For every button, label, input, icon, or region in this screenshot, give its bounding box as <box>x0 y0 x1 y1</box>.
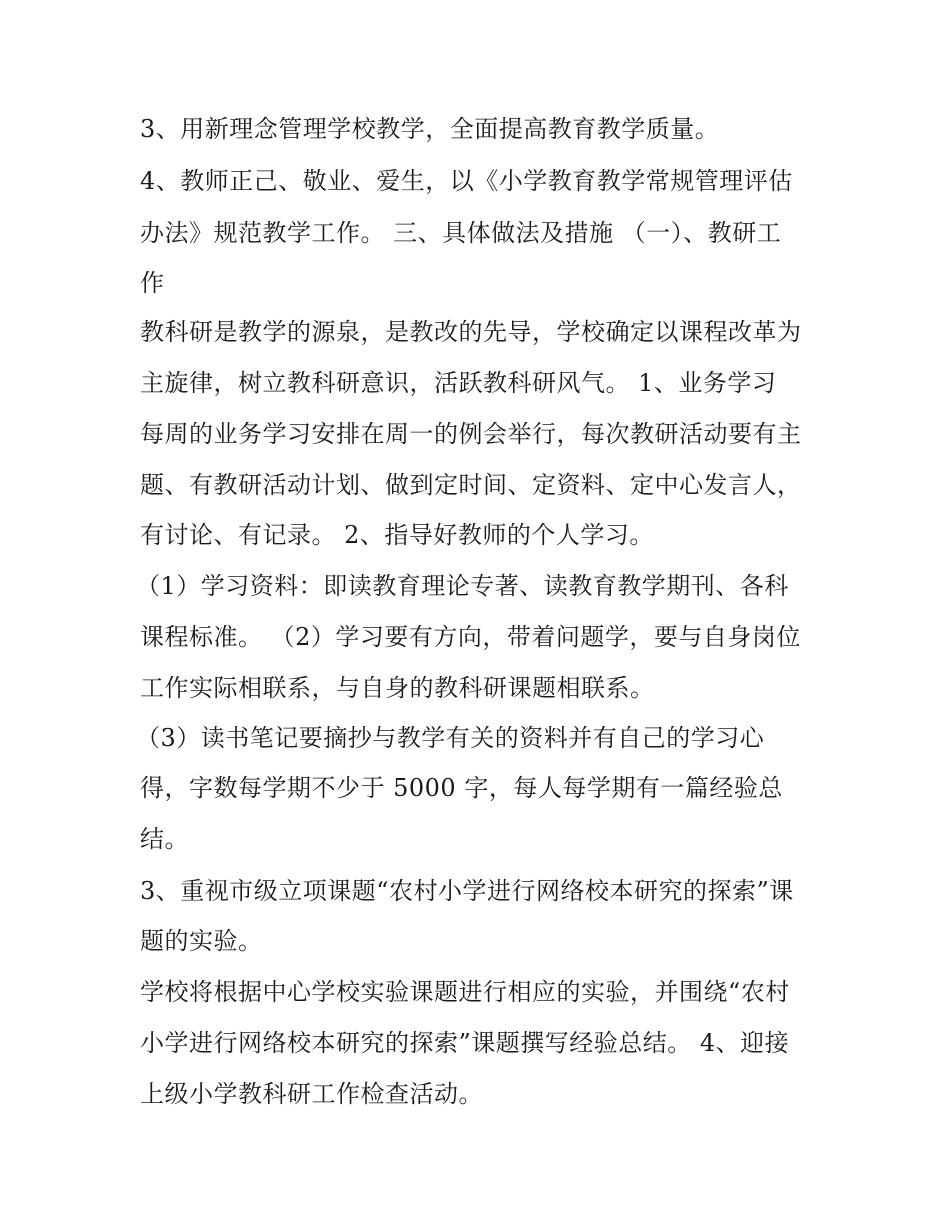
text-line: 办法》规范教学工作。 三、具体做法及措施 （一）、教研工 <box>140 219 782 247</box>
text-line: 工作实际相联系，与自身的教科研课题相联系。 <box>140 674 655 702</box>
text-line: 每周的业务学习安排在周一的例会举行，每次教研活动要有主 <box>140 420 802 448</box>
text-line: 课程标准。 （2）学习要有方向，带着问题学，要与自身岗位 <box>140 623 801 651</box>
text-line: 题、有教研活动计划、做到定时间、定资料、定中心发言人， <box>140 471 802 499</box>
text-line: 有讨论、有记录。 2、指导好教师的个人学习。 <box>140 521 654 549</box>
text-line: 3、用新理念管理学校教学，全面提高教育教学质量。 <box>140 115 720 143</box>
text-line: （1）学习资料：即读教育理论专著、读教育教学期刊、各科 <box>136 572 789 600</box>
text-line: （3）读书笔记要摘抄与教学有关的资料并有自己的学习心 <box>136 724 765 752</box>
text-line: 得，字数每学期不少于 5000 字，每人每学期有一篇经验总 <box>140 774 783 802</box>
text-line: 主旋律，树立教科研意识，活跃教科研风气。 1、业务学习 <box>140 369 777 397</box>
text-line: 学校将根据中心学校实验课题进行相应的实验，并围绕“农村 <box>140 978 790 1006</box>
text-line: 小学进行网络校本研究的探索”课题撰写经验总结。 4、迎接 <box>140 1029 790 1057</box>
text-line: 教科研是教学的源泉，是教改的先导，学校确定以课程改革为 <box>140 318 802 346</box>
text-line: 结。 <box>140 825 189 853</box>
text-line: 4、教师正己、敬业、爱生，以《小学教育教学常规管理评估 <box>140 167 793 195</box>
text-line: 题的实验。 <box>140 927 263 955</box>
text-line: 上级小学教科研工作检查活动。 <box>140 1080 483 1108</box>
text-line: 3、重视市级立项课题“农村小学进行网络校本研究的探索”课 <box>140 877 794 905</box>
text-line: 作 <box>140 269 165 297</box>
